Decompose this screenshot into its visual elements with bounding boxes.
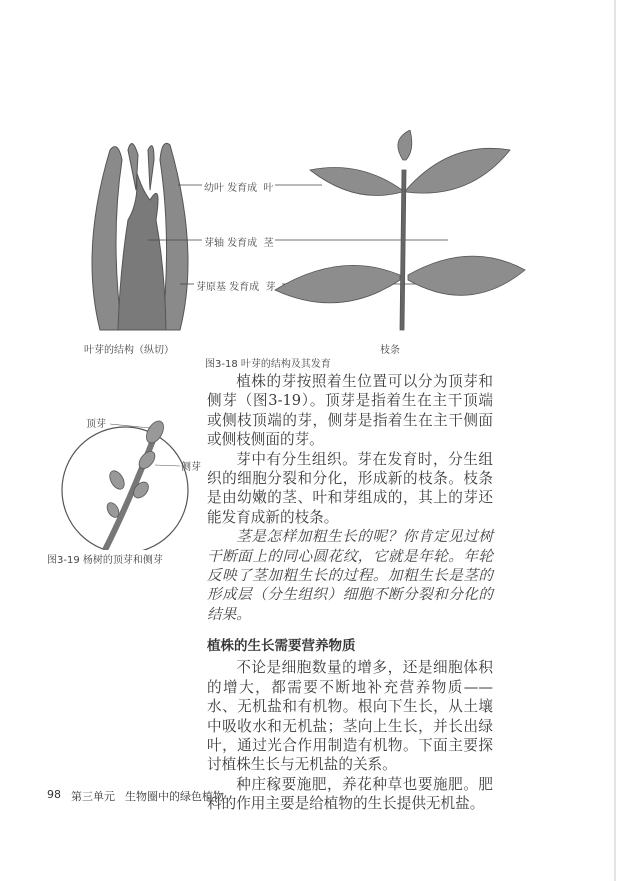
section-heading: 植株的生长需要营养物质 bbox=[207, 638, 356, 655]
figure-3-19-caption: 图3-19 杨树的顶芽和侧芽 bbox=[47, 555, 163, 566]
branch-caption: 枝条 bbox=[380, 345, 400, 356]
leaf-bud-section-drawing bbox=[92, 143, 188, 330]
leaf-bud-and-branch-illustration bbox=[70, 130, 540, 340]
verb: 发育成 bbox=[229, 282, 260, 293]
footer-unit: 第三单元 bbox=[71, 790, 115, 803]
verb: 发育成 bbox=[227, 183, 258, 194]
label-bud-primordium bbox=[196, 278, 276, 293]
result: 茎 bbox=[263, 238, 274, 249]
paragraph: 芽中有分生组织。芽在发育时，分生组织的细胞分裂和分化，形成新的枝条。枝条是由幼嫩的茎、叶和芽组成的，其上的芽还能发育成新的枝条。 bbox=[207, 450, 493, 526]
part: 芽原基 bbox=[196, 282, 226, 293]
label-terminal-bud: 顶芽 bbox=[86, 419, 106, 430]
poplar-bud-illustration bbox=[55, 410, 205, 550]
label-lateral-bud: 侧芽 bbox=[181, 462, 201, 473]
label-bud-axis bbox=[204, 234, 274, 249]
body-text-column bbox=[207, 372, 493, 814]
paragraph: 植株的芽按照着生位置可以分为顶芽和侧芽（图3-19）。顶芽是指着生在主干顶端或侧枝顶端的芽，侧芽是指着生在主干侧面或侧枝侧面的芽。 bbox=[207, 373, 493, 449]
page-footer bbox=[47, 788, 224, 804]
part: 幼叶 bbox=[204, 183, 224, 194]
figure-3-18-caption: 图3-18 叶芽的结构及其发育 bbox=[205, 359, 331, 370]
paragraph: 不论是细胞数量的增多，还是细胞体积的增大，都需要不断地补充营养物质——水、无机盐和有机物。根向下生长，从土壤中吸收水和无机盐；茎向上生长，并长出绿叶，通过光合作用制造有机物。下面主要探讨植株生长与无机盐的关系。 bbox=[207, 659, 493, 774]
result: 叶 bbox=[263, 183, 274, 194]
leaf-bud-caption: 叶芽的结构（纵切） bbox=[84, 345, 174, 356]
paragraph: 茎是怎样加粗生长的呢？你肯定见过树干断面上的同心圆花纹，它就是年轮。年轮反映了茎加粗生长的过程。加粗生长是茎的形成层（分生组织）细胞不断分裂和分化的结果。 bbox=[207, 528, 493, 623]
part: 芽轴 bbox=[204, 238, 224, 249]
verb: 发育成 bbox=[227, 238, 258, 249]
result: 芽 bbox=[265, 282, 276, 293]
branch-drawing bbox=[275, 130, 525, 330]
page-number: 98 bbox=[47, 788, 61, 801]
label-young-leaf bbox=[204, 179, 274, 194]
footer-unit-title: 生物圈中的绿色植物 bbox=[125, 790, 224, 803]
paragraph: 种庄稼要施肥，养花种草也要施肥。肥料的作用主要是给植物的生长提供无机盐。 bbox=[207, 775, 493, 813]
